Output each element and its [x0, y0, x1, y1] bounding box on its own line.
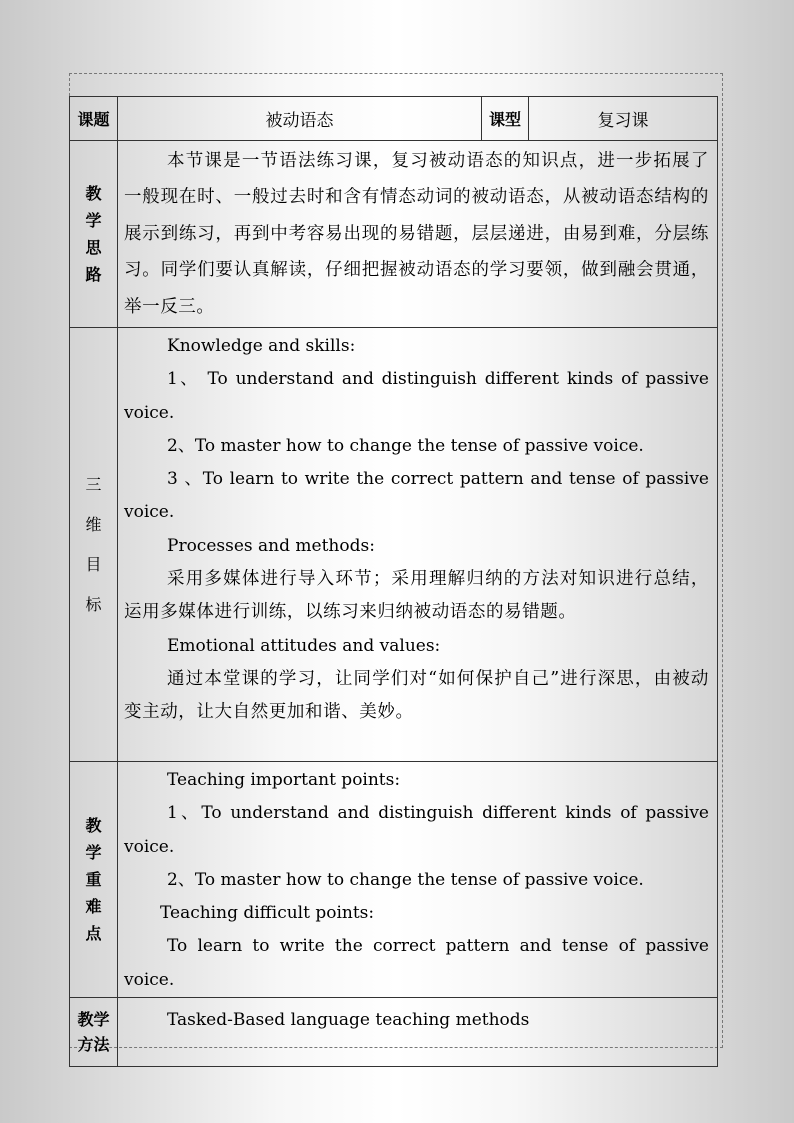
lesson-plan-table	[69, 96, 718, 1067]
method-content	[118, 998, 718, 1067]
difficult-item-1: To learn to write the correct pattern and tense of passive voice.	[124, 936, 709, 990]
emotion-heading: Emotional attitudes and values:	[167, 635, 441, 656]
method-label: 教学 方法	[70, 998, 118, 1067]
type-value: 复习课	[529, 97, 718, 141]
objectives-content	[118, 328, 718, 762]
approach-text: 本节课是一节语法练习课，复习被动语态的知识点，进一步拓展了一般现在时、一般过去时和含有情态动词的被动语态，从被动语态结构的展示到练习，再到中考容易出现的易错题，层层递进，由易到难，分层练习。同学们要认真解读，仔细把握被动语态的学习要领，做到融会贯通，举一反三。	[124, 151, 709, 317]
row-method	[70, 998, 718, 1067]
approach-content	[118, 141, 718, 328]
knowledge-heading: Knowledge and skills:	[167, 336, 356, 356]
knowledge-item-3: 3 、To learn to write the correct pattern and tense of passive voice.	[124, 469, 709, 523]
row-approach	[70, 141, 718, 328]
knowledge-item-1: 1、 To understand and distinguish different kinds of passive voice.	[124, 369, 709, 423]
approach-label: 教 学 思 路	[70, 141, 118, 328]
row-topic	[70, 97, 718, 141]
topic-value: 被动语态	[118, 97, 482, 141]
row-focus	[70, 762, 718, 998]
focus-content	[118, 762, 718, 998]
topic-label: 课题	[70, 97, 118, 141]
important-item-1: 1、To understand and distinguish different kinds of passive voice.	[124, 803, 709, 857]
focus-label: 教 学 重 难 点	[70, 762, 118, 998]
knowledge-item-2: 2、To master how to change the tense of passive voice.	[167, 435, 644, 456]
important-heading: Teaching important points:	[167, 770, 401, 790]
emotion-text: 通过本堂课的学习，让同学们对“如何保护自己”进行深思，由被动变主动，让大自然更加和谐、美妙。	[124, 668, 709, 723]
objectives-label: 三 维 目 标	[70, 328, 118, 762]
process-text: 采用多媒体进行导入环节；采用理解归纳的方法对知识进行总结，运用多媒体进行训练，以练习来归纳被动语态的易错题。	[124, 569, 709, 623]
type-label: 课型	[482, 97, 529, 141]
method-text: Tasked-Based language teaching methods	[167, 1010, 530, 1031]
important-item-2: 2、To master how to change the tense of passive voice.	[167, 869, 644, 890]
process-heading: Processes and methods:	[167, 535, 375, 556]
row-objectives	[70, 328, 718, 762]
difficult-heading: Teaching difficult points:	[160, 903, 375, 924]
